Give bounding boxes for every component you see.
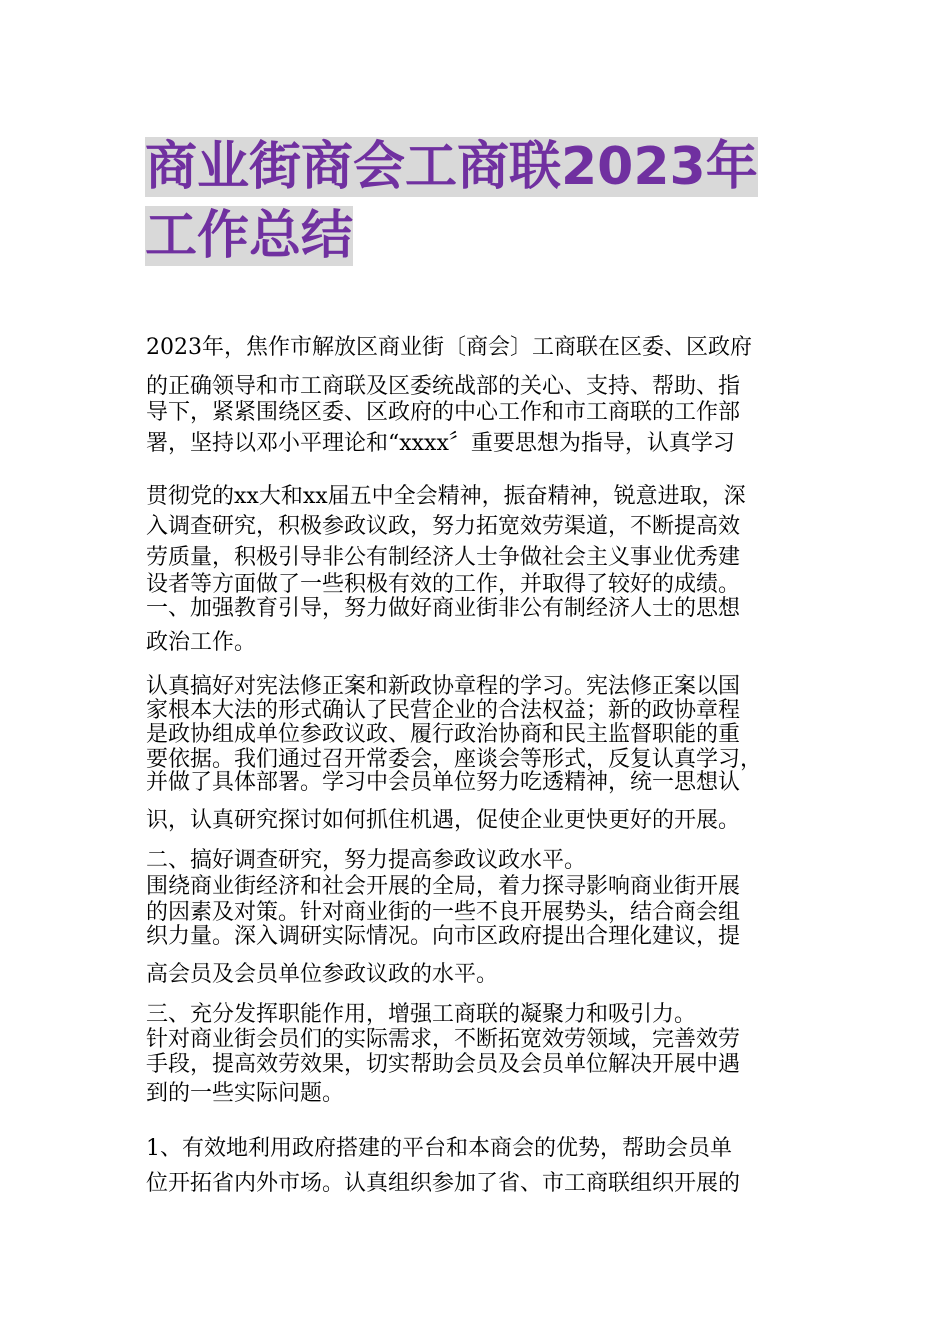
document-title-line-2 [145,206,353,266]
body-line: 导下，紧紧围绕区委、区政府的中心工作和市工商联的工作部 [146,400,741,425]
body-line: 三、充分发挥职能作用，增强工商联的凝聚力和吸引力。 [146,1002,697,1027]
body-line: 入调查研究，积极参政议政，努力拓宽效劳渠道，不断提高效 [146,514,741,539]
body-line: 织力量。深入调研实际情况。向市区政府提出合理化建议，提 [146,924,741,949]
body-line: 是政协组成单位参政议政、履行政治协商和民主监督职能的重 [146,722,741,747]
body-line: 劳质量，积极引导非公有制经济人士争做社会主义事业优秀建 [146,545,741,570]
body-line: 贯彻党的xx大和xx届五中全会精神，振奋精神，锐意进取，深 [146,484,746,509]
body-line: 署，坚持以邓小平理论和“xxxx〞重要思想为指导，认真学习 [146,431,735,456]
body-line: 政治工作。 [146,630,257,655]
body-line: 识，认真研究探讨如何抓住机遇，促使企业更快更好的开展。 [146,808,741,833]
body-line: 围绕商业街经济和社会开展的全局，着力探寻影响商业街开展 [146,874,741,899]
body-line: 设者等方面做了一些积极有效的工作，并取得了较好的成绩。 [146,572,741,597]
body-line: 的正确领导和市工商联及区委统战部的关心、支持、帮助、指 [146,374,741,399]
body-line: 认真搞好对宪法修正案和新政协章程的学习。宪法修正案以国 [146,674,741,699]
body-line: 要依据。我们通过召开常委会，座谈会等形式，反复认真学习， [146,747,763,772]
body-line: 1、有效地利用政府搭建的平台和本商会的优势，帮助会员单 [146,1136,732,1161]
body-line: 并做了具体部署。学习中会员单位努力吃透精神，统一思想认 [146,770,741,795]
body-line: 二、搞好调查研究，努力提高参政议政水平。 [146,848,587,873]
body-line: 家根本大法的形式确认了民营企业的合法权益；新的政协章程 [146,698,741,723]
body-line: 2023年，焦作市解放区商业街〔商会〕工商联在区委、区政府 [146,335,752,360]
body-line: 高会员及会员单位参政议政的水平。 [146,962,499,987]
body-line: 的因素及对策。针对商业街的一些不良开展势头，结合商会组 [146,900,741,925]
body-line: 位开拓省内外市场。认真组织参加了省、市工商联组织开展的 [146,1171,741,1196]
body-line: 到的一些实际问题。 [146,1081,345,1106]
title-text-2: 工作总结 [145,206,354,266]
body-line: 手段，提高效劳效果，切实帮助会员及会员单位解决开展中遇 [146,1052,741,1077]
title-text-1: 商业街商会工商联2023年 [145,137,758,197]
body-line: 针对商业街会员们的实际需求，不断拓宽效劳领域，完善效劳 [146,1027,741,1052]
body-line: 一、加强教育引导，努力做好商业街非公有制经济人士的思想 [146,596,741,621]
document-title-line-1 [145,137,758,197]
